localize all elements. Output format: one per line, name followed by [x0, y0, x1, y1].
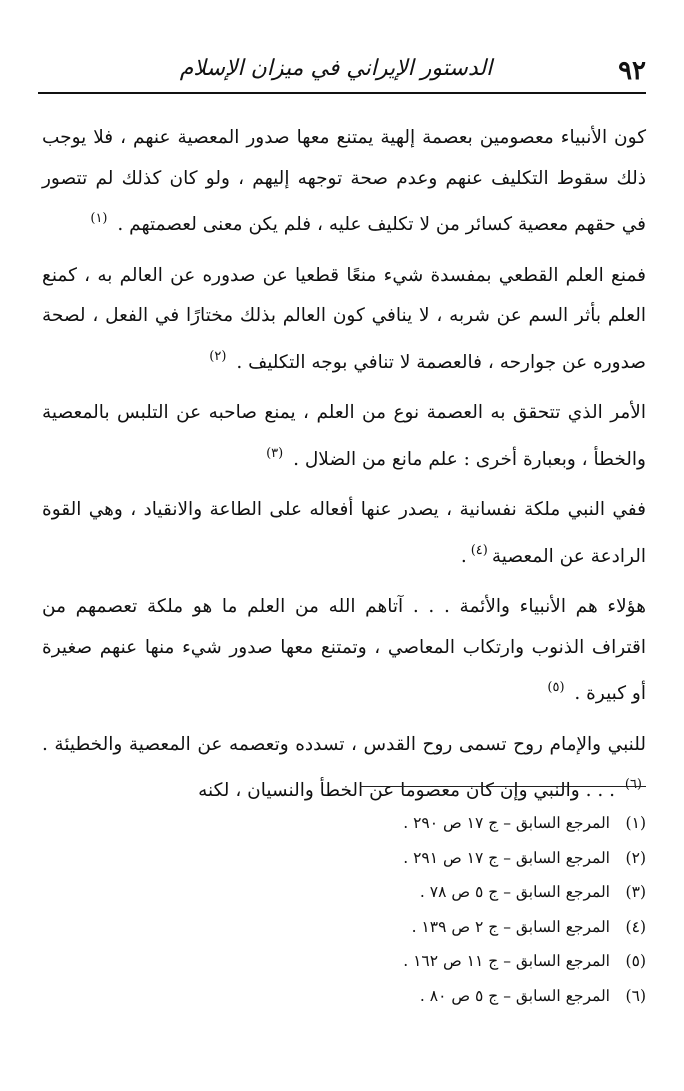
footnote-ref[interactable]: (١) — [90, 211, 108, 226]
footnote-text: المرجع السابق – ج ١١ ص ١٦٢ . — [403, 952, 610, 970]
footnote-ref[interactable]: (٣) — [266, 445, 284, 461]
footnote-ref[interactable]: (٢) — [209, 348, 227, 364]
paragraph-6 — [42, 725, 646, 812]
footnote-item — [286, 806, 646, 841]
paragraph-text: فمنع العلم القطعي بمفسدة شيء منعًا قطعيا عن صدوره عن العالم به ، كمنع العلم بأثر السم عن شربه ، لا ينافي كون العالم بذلك مختارًا في الفعل ، لصحة صدوره عن جوارحه ، فالعصمة لا تنافي بوجه التكليف . — [42, 264, 646, 373]
paragraph-text: ففي النبي ملكة نفسانية ، يصدر عنها أفعاله على الطاعة والانقياد ، وهي القوة الرادعة عن المعصية — [42, 499, 646, 567]
paragraph-5 — [42, 587, 646, 715]
footnote-item — [286, 841, 646, 876]
page-number: ٩٢ — [618, 56, 646, 86]
paragraph-3 — [42, 393, 646, 480]
footnote-item — [286, 910, 646, 945]
paragraph-text: كون الأنبياء معصومين بعصمة إلهية يمتنع معها صدور المعصية عنهم ، فلا يوجب ذلك سقوط التكليف عنهم وعدم صحة توجهه إليهم ، ولو كان كذلك لم تتصور في حقهم معصية كسائر من لا تكليف عليه ، فلم يكن معنى لعصمتهم . — [42, 127, 646, 235]
footnote-mark: (٦) — [625, 986, 646, 1005]
page-header — [38, 54, 646, 94]
footnote-text: المرجع السابق – ج ١٧ ص ٢٩٠ . — [403, 814, 610, 832]
footnote-ref[interactable]: (٦) — [624, 777, 642, 792]
footnote-item — [286, 875, 646, 910]
paragraph-text: الأمر الذي تتحقق به العصمة نوع من العلم ، يمنع صاحبه عن التلبس بالمعصية والخطأ ، وبعبارة أخرى : علم مانع من الضلال . — [42, 402, 646, 470]
footnote-mark: (٢) — [625, 848, 646, 867]
footnote-text: المرجع السابق – ج ٢ ص ١٣٩ . — [411, 917, 610, 936]
footnote-mark: (٤) — [625, 917, 646, 936]
footnote-mark: (١) — [625, 814, 646, 832]
footnote-mark: (٥) — [625, 952, 646, 970]
header-rule — [38, 92, 646, 94]
paragraph-4 — [42, 490, 646, 577]
footnote-item — [286, 979, 646, 1014]
footnote-text: المرجع السابق – ج ١٧ ص ٢٩١ . — [403, 848, 610, 867]
footnote-mark: (٣) — [625, 883, 646, 901]
footnote-text: المرجع السابق – ج ٥ ص ٨٠ . — [419, 986, 610, 1005]
paragraph-text: للنبي والإمام روح تسمى روح القدس ، تسدده وتعصمه عن المعصية والخطيئة . — [42, 733, 646, 755]
footnote-text: المرجع السابق – ج ٥ ص ٧٨ . — [419, 883, 610, 901]
main-text — [42, 118, 646, 822]
paragraph-tail: . — [460, 545, 467, 567]
footnote-ref[interactable]: (٤) — [470, 542, 488, 558]
paragraph-1 — [42, 118, 646, 246]
paragraph-2 — [42, 256, 646, 384]
footnotes-list — [286, 806, 646, 1013]
running-title: الدستور الإيراني في ميزان الإسلام — [179, 56, 493, 81]
paragraph-text: هؤلاء هم الأنبياء والأئمة . . . آتاهم الله من العلم ما هو ملكة تعصمهم من اقتراف الذنوب وارتكاب المعاصي ، وتمتنع معها صدور شيء منها عنهم صغيرة أو كبيرة . — [42, 596, 646, 704]
footnote-ref[interactable]: (٥) — [547, 680, 565, 695]
footnote-item — [286, 944, 646, 979]
footnote-separator — [360, 786, 646, 787]
paragraph-tail: . . . والنبي وإن كان معصوما عن الخطأ والنسيان ، لكنه — [198, 780, 615, 801]
